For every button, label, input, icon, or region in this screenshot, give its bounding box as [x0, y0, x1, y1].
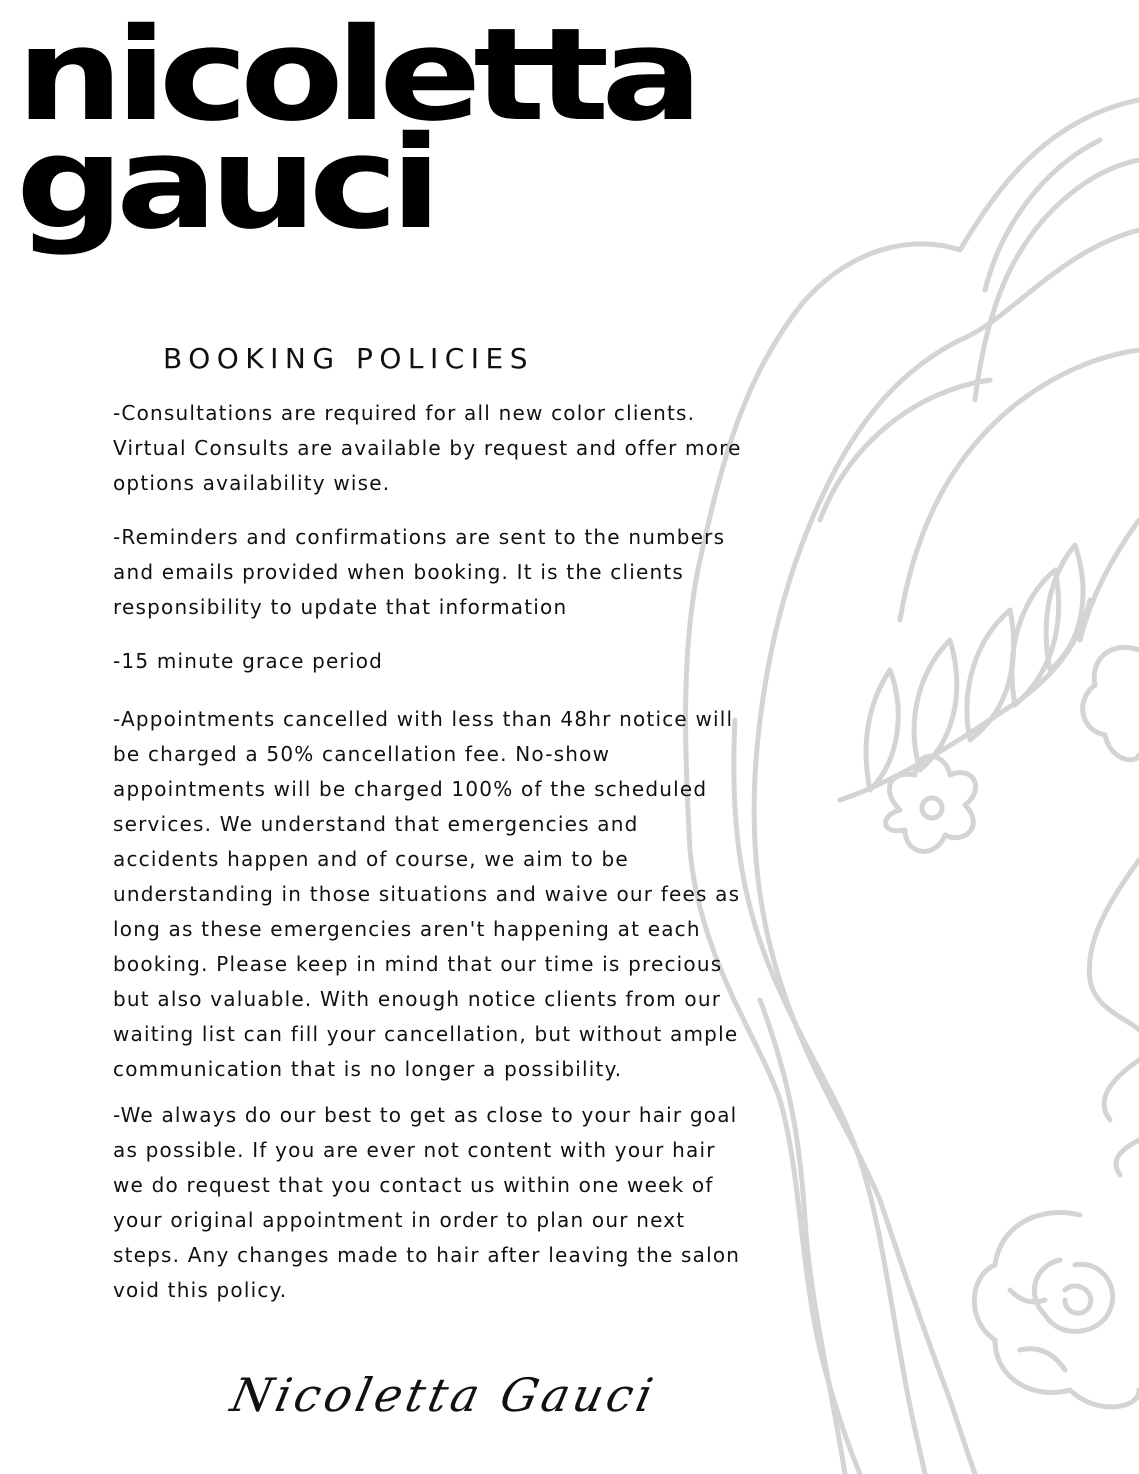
policy-cancellations: -Appointments cancelled with less than 48hr notice will be charged a 50% cancellation fee. No-show appointments will be charged 100% of the scheduled services. We understand that emergencies and accidents happen and of course, we aim to be understanding in those situations and waive our fees as long as these emergencies aren't happening at each booking. Please keep in mind that our time is precious but also valuable. With enough notice clients from our waiting list can fill your cancellation, but without ample communication that is no longer a possibility.: [113, 707, 741, 1081]
flower-right-edge: [1083, 647, 1139, 759]
hair-strand-3: [975, 160, 1139, 400]
hair-strand-2: [985, 140, 1100, 290]
rose-petals: [1034, 1260, 1112, 1331]
policy-grace-period: -15 minute grace period: [113, 649, 384, 673]
brand-logo: [16, 1, 836, 258]
leaf-3: [967, 610, 1014, 740]
rose-bottom: [974, 1212, 1139, 1406]
policy-consultations: -Consultations are required for all new color clients. Virtual Consults are available by request and offer more options availability wise.: [113, 401, 742, 495]
leaf-2: [914, 640, 957, 770]
policy-hair-satisfaction: -We always do our best to get as close to your hair goal as possible. If you are ever not content with your hair we do request that you contact us within one week of your original appointment in order to plan our next steps. Any changes made to hair after leaving the salon void this policy.: [113, 1103, 741, 1302]
brand-first-name: nicoletta: [16, 1, 695, 150]
rose-petals-inner: [1065, 1286, 1091, 1313]
policy-list: [113, 396, 743, 1308]
signature: Nicoletta Gauci: [226, 1368, 662, 1422]
policy-reminders: -Reminders and confirmations are sent to the numbers and emails provided when booking. It is the clients responsibility to update that information: [113, 525, 726, 619]
leaf-1: [866, 670, 898, 790]
face-profile: [1080, 520, 1139, 1175]
rose-curl: [1010, 1290, 1065, 1370]
page-title: BOOKING POLICIES: [163, 342, 535, 375]
small-flower: [886, 756, 976, 851]
brand-last-name: gauci: [16, 109, 434, 258]
